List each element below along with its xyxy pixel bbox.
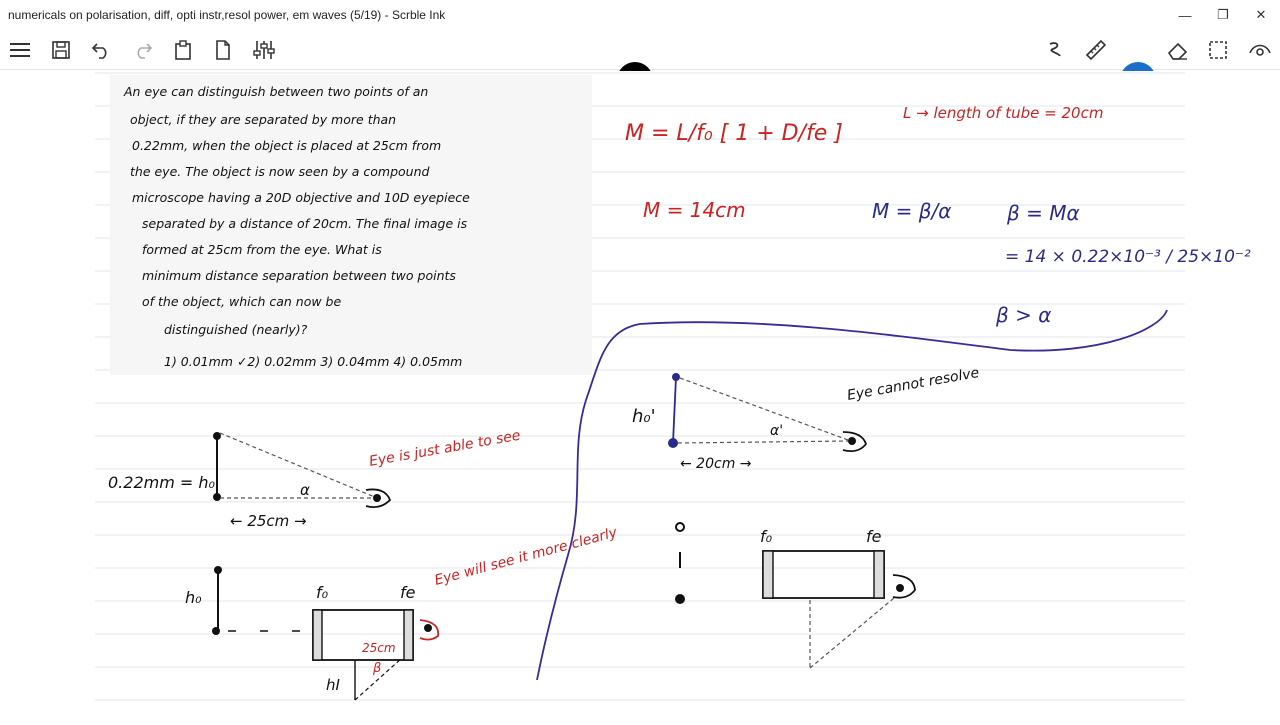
question-line-7: formed at 25cm from the eye. What is: [142, 242, 382, 257]
minimize-icon[interactable]: —: [1178, 7, 1192, 23]
mini-25cm: 25cm: [362, 641, 396, 655]
ink-canvas[interactable]: [0, 71, 1280, 720]
settings-sliders-icon[interactable]: [250, 30, 278, 70]
lasso-icon[interactable]: [1042, 30, 1068, 70]
page-icon[interactable]: [210, 30, 236, 70]
select-icon[interactable]: [1205, 30, 1231, 70]
hi-label: hI: [326, 676, 340, 694]
eye-cannot-note: Eye cannot resolve: [845, 364, 981, 404]
eye-will-see-note: Eye will see it more clearly: [432, 524, 619, 589]
question-line-9: of the object, which can now be: [142, 294, 342, 309]
window-controls: [1166, 0, 1280, 30]
restore-icon[interactable]: ❐: [1217, 7, 1229, 22]
question-line-8: minimum distance separation between two points: [142, 268, 456, 283]
redo-icon[interactable]: [130, 30, 156, 70]
fe-label-right: fe: [866, 527, 882, 546]
distance-25cm: ← 25cm →: [230, 512, 307, 530]
eye-drawing-right2-icon: [893, 575, 915, 598]
distance-20cm: ← 20cm →: [680, 456, 752, 472]
close-icon[interactable]: ✕: [1255, 7, 1267, 22]
question-options: 1) 0.01mm ✓2) 0.02mm 3) 0.04mm 4) 0.05mm: [164, 354, 463, 369]
save-icon[interactable]: [48, 30, 74, 70]
beta-relation: M = β/α: [872, 199, 952, 223]
title-bar: [0, 0, 1280, 30]
eraser-icon[interactable]: [1165, 30, 1191, 70]
beta-calculation: = 14 × 0.22×10⁻³ / 25×10⁻²: [1005, 247, 1251, 267]
beta-greater-alpha: β > α: [996, 303, 1052, 327]
f0-label: f₀: [316, 583, 329, 602]
question-line-10: distinguished (nearly)?: [164, 322, 308, 337]
mini-beta: β: [373, 661, 382, 676]
diagram-eye-25cm: [108, 428, 522, 530]
beta-equation: β = Mα: [1007, 201, 1080, 225]
undo-icon[interactable]: [88, 30, 114, 70]
question-line-3: 0.22mm, when the object is placed at 25cm from: [132, 138, 442, 153]
h0-prime-label: h₀': [632, 406, 656, 427]
question-line-1: An eye can distinguish between two points of an: [124, 84, 429, 99]
ruler-icon[interactable]: [1083, 30, 1109, 70]
menu-icon[interactable]: [6, 30, 34, 70]
alpha-prime-label: α': [770, 423, 784, 439]
formula-magnification: M = L/f₀ [ 1 + D/fe ]: [625, 121, 843, 146]
diagram-eye-cannot-resolve: [632, 365, 980, 472]
fe-label: fe: [400, 583, 416, 602]
tube-length-note: L → length of tube = 20cm: [903, 104, 1104, 122]
question-line-2: object, if they are separated by more than: [130, 112, 397, 127]
question-line-6: separated by a distance of 20cm. The final image is: [142, 216, 468, 231]
paste-icon[interactable]: [170, 30, 196, 70]
view-icon[interactable]: [1246, 30, 1274, 70]
f0-label-right: f₀: [760, 527, 773, 546]
magnification-value: M = 14cm: [643, 198, 746, 222]
alpha-label: α: [300, 481, 310, 499]
question-line-5: microscope having a 20D objective and 10D eyepiece: [132, 190, 470, 205]
window-title: numericals on polarisation, diff, opti instr,resol power, em waves (5/19) - Scrble Ink: [8, 8, 446, 22]
toolbar: [0, 30, 1280, 70]
h0-label: h₀: [185, 588, 202, 607]
h0-equation: 0.22mm = h₀: [108, 473, 215, 492]
question-line-4: the eye. The object is now seen by a compound: [130, 164, 430, 179]
eye-just-able-note: Eye is just able to see: [367, 427, 522, 470]
separator-curve: [537, 310, 1167, 680]
diagram-microscope-right: [675, 523, 915, 668]
diagram-microscope-left: [185, 524, 620, 700]
